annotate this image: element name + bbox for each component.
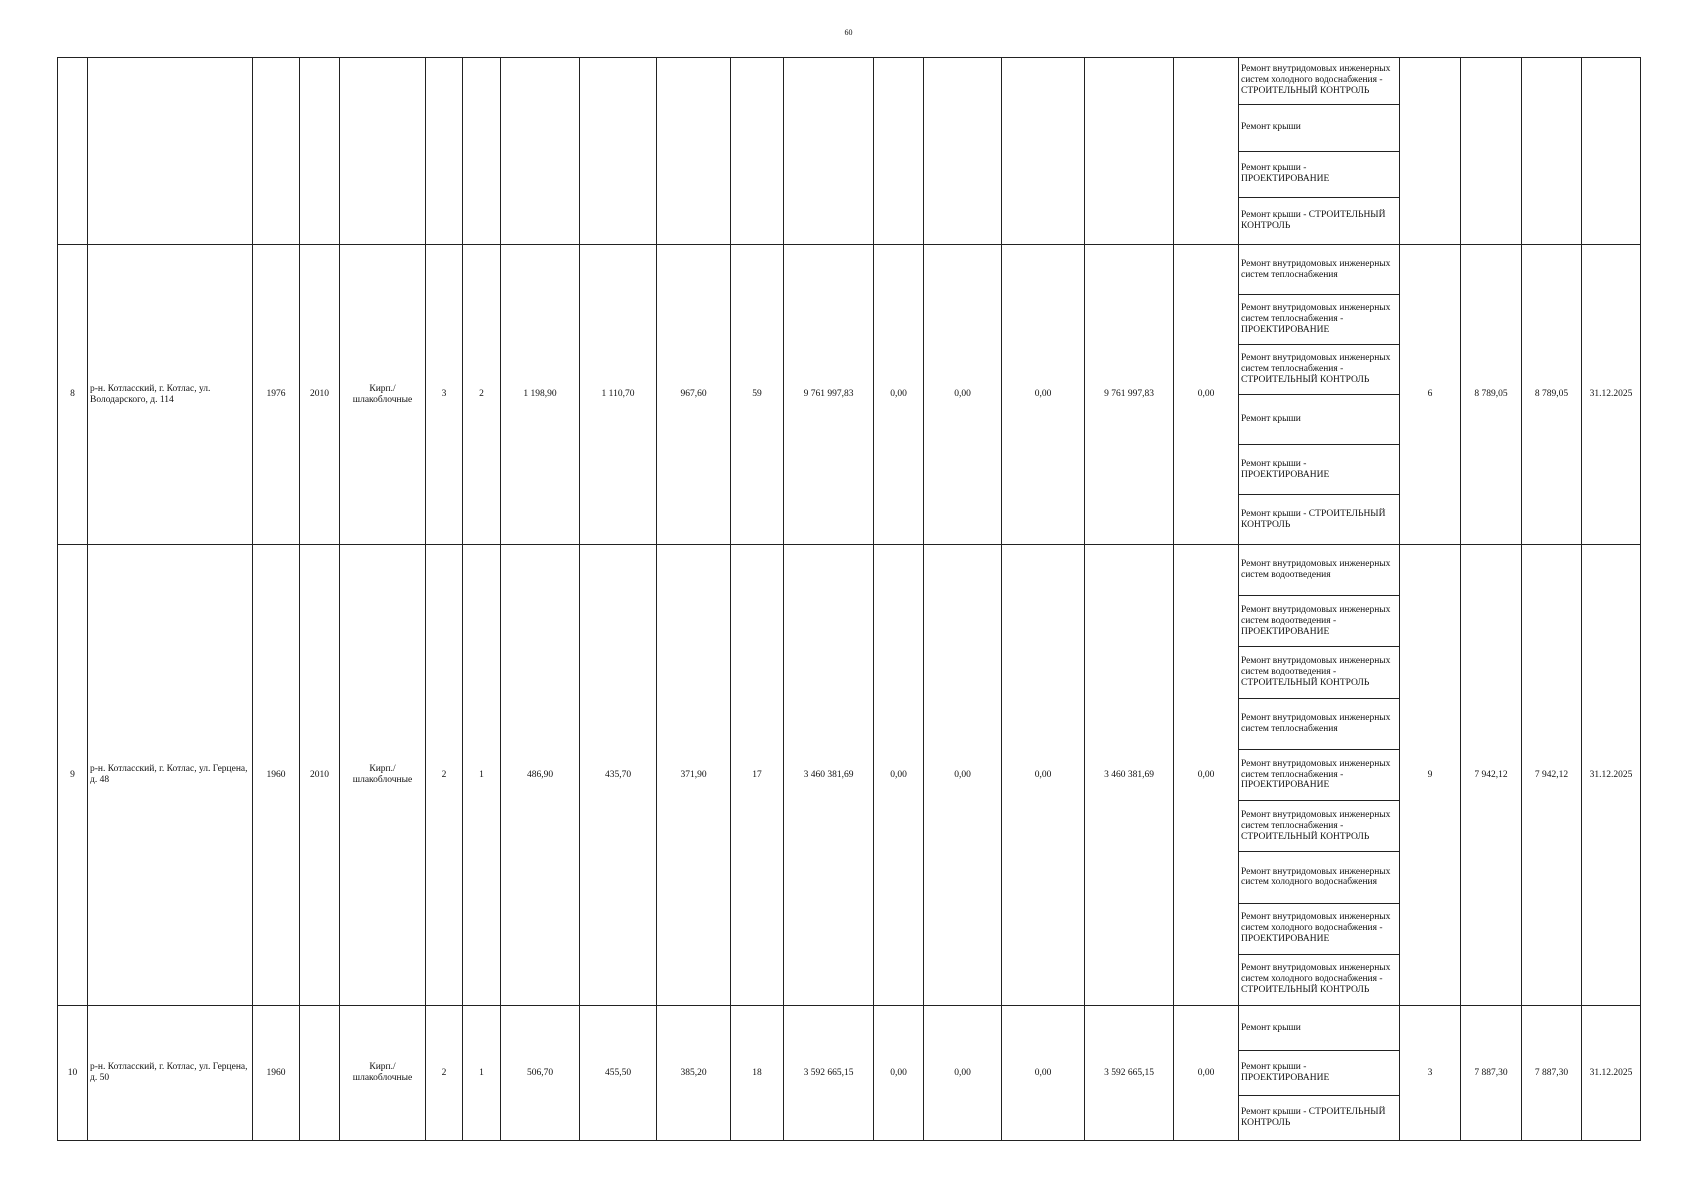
work-item: Ремонт внутридомовых инженерных систем холодного водоснабжения - ПРОЕКТИРОВАНИЕ	[1239, 904, 1399, 955]
year-built-cell: 1976	[253, 245, 300, 545]
year-renovated-cell: 2010	[300, 245, 340, 545]
entrances-cell: 2	[463, 245, 501, 545]
work-item: Ремонт внутридомовых инженерных систем теплоснабжения - ПРОЕКТИРОВАНИЕ	[1239, 750, 1399, 801]
row-number-cell: 8	[58, 245, 88, 545]
owned-area-cell: 385,20	[657, 1006, 731, 1141]
federal-fund-cell: 0,00	[874, 1006, 924, 1141]
owners-fund-cell: 9 761 997,83	[1085, 245, 1174, 545]
work-item: Ремонт крыши - СТРОИТЕЛЬНЫЙ КОНТРОЛЬ	[1241, 1107, 1386, 1128]
floors-cell: 2	[426, 1006, 463, 1141]
address-cell	[88, 58, 253, 245]
entrances-cell	[463, 58, 501, 245]
owned-area-cell: 967,60	[657, 245, 731, 545]
living-area-cell: 435,70	[580, 545, 657, 1006]
owned-area-cell: 371,90	[657, 545, 731, 1006]
work-list	[1239, 545, 1399, 1005]
wall-material-cell: Кирп./ шлакоблочные	[340, 545, 426, 1006]
year-renovated-cell	[300, 58, 340, 245]
regional-fund-cell: 0,00	[924, 245, 1002, 545]
work-item: Ремонт внутридомовых инженерных систем водоотведения - СТРОИТЕЛЬНЫЙ КОНТРОЛЬ	[1239, 647, 1399, 698]
work-count-cell: 3	[1400, 1006, 1461, 1141]
residents-cell: 18	[731, 1006, 784, 1141]
work-item: Ремонт крыши - СТРОИТЕЛЬНЫЙ КОНТРОЛЬ	[1241, 210, 1386, 232]
work-item: Ремонт внутридомовых инженерных систем холодного водоснабжения - СТРОИТЕЛЬНЫЙ КОНТРОЛЬ	[1241, 963, 1391, 996]
year-built-cell: 1960	[253, 545, 300, 1006]
wall-material-cell: Кирп./ шлакоблочные	[340, 245, 426, 545]
limit-cost-cell: 7 942,12	[1522, 545, 1582, 1006]
floors-cell	[426, 58, 463, 245]
local-fund-cell: 0,00	[1002, 245, 1085, 545]
limit-cost-cell	[1522, 58, 1582, 245]
total-cost-cell	[784, 58, 874, 245]
living-area-cell: 1 110,70	[580, 245, 657, 545]
table-row	[58, 58, 1641, 245]
entrances-cell: 1	[463, 545, 501, 1006]
living-area-cell: 455,50	[580, 1006, 657, 1141]
year-built-cell	[253, 58, 300, 245]
address-cell: р-н. Котласский, г. Котлас, ул. Герцена, д. 48	[88, 545, 253, 1006]
total-cost-cell: 3 460 381,69	[784, 545, 874, 1006]
regional-fund-cell: 0,00	[924, 1006, 1002, 1141]
owners-fund-cell	[1085, 58, 1174, 245]
deadline-cell	[1582, 58, 1641, 245]
work-list	[1239, 58, 1399, 244]
owned-area-cell	[657, 58, 731, 245]
deadline-cell: 31.12.2025	[1582, 545, 1641, 1006]
work-item: Ремонт крыши	[1239, 105, 1399, 152]
work-item: Ремонт внутридомовых инженерных систем теплоснабжения - СТРОИТЕЛЬНЫЙ КОНТРОЛЬ	[1239, 345, 1399, 395]
unit-cost-cell: 7 887,30	[1461, 1006, 1522, 1141]
other-fund-cell: 0,00	[1174, 545, 1239, 1006]
row-number-cell: 10	[58, 1006, 88, 1141]
owners-fund-cell: 3 460 381,69	[1085, 545, 1174, 1006]
total-cost-cell: 3 592 665,15	[784, 1006, 874, 1141]
work-item: Ремонт внутридомовых инженерных систем теплоснабжения - СТРОИТЕЛЬНЫЙ КОНТРОЛЬ	[1239, 801, 1399, 852]
living-area-cell	[580, 58, 657, 245]
table-row	[58, 245, 1641, 545]
owners-fund-cell: 3 592 665,15	[1085, 1006, 1174, 1141]
work-item: Ремонт крыши - СТРОИТЕЛЬНЫЙ КОНТРОЛЬ	[1241, 508, 1386, 530]
work-item: Ремонт крыши - ПРОЕКТИРОВАНИЕ	[1239, 1051, 1399, 1096]
works-cell	[1239, 58, 1400, 245]
wall-material-cell	[340, 58, 426, 245]
page-number: 60	[844, 28, 853, 37]
row-number-cell	[58, 58, 88, 245]
limit-cost-cell: 8 789,05	[1522, 245, 1582, 545]
total-area-cell: 506,70	[501, 1006, 580, 1141]
table-row	[58, 545, 1641, 1006]
work-item: Ремонт крыши - ПРОЕКТИРОВАНИЕ	[1239, 152, 1399, 199]
work-item: Ремонт крыши - ПРОЕКТИРОВАНИЕ	[1239, 445, 1399, 495]
other-fund-cell	[1174, 58, 1239, 245]
local-fund-cell	[1002, 58, 1085, 245]
work-count-cell	[1400, 58, 1461, 245]
residents-cell	[731, 58, 784, 245]
deadline-cell: 31.12.2025	[1582, 1006, 1641, 1141]
unit-cost-cell: 7 942,12	[1461, 545, 1522, 1006]
total-area-cell: 1 198,90	[501, 245, 580, 545]
deadline-cell: 31.12.2025	[1582, 245, 1641, 545]
table-row	[58, 1006, 1641, 1141]
works-cell	[1239, 545, 1400, 1006]
federal-fund-cell: 0,00	[874, 545, 924, 1006]
other-fund-cell: 0,00	[1174, 1006, 1239, 1141]
total-area-cell: 486,90	[501, 545, 580, 1006]
address-cell: р-н. Котласский, г. Котлас, ул. Володарского, д. 114	[88, 245, 253, 545]
total-area-cell	[501, 58, 580, 245]
residents-cell: 17	[731, 545, 784, 1006]
year-renovated-cell	[300, 1006, 340, 1141]
entrances-cell: 1	[463, 1006, 501, 1141]
federal-fund-cell	[874, 58, 924, 245]
regional-fund-cell	[924, 58, 1002, 245]
wall-material-cell: Кирп./ шлакоблочные	[340, 1006, 426, 1141]
limit-cost-cell: 7 887,30	[1522, 1006, 1582, 1141]
work-item: Ремонт крыши	[1239, 395, 1399, 445]
other-fund-cell: 0,00	[1174, 245, 1239, 545]
work-count-cell: 9	[1400, 545, 1461, 1006]
work-item: Ремонт внутридомовых инженерных систем холодного водоснабжения	[1239, 852, 1399, 903]
floors-cell: 3	[426, 245, 463, 545]
work-count-cell: 6	[1400, 245, 1461, 545]
works-cell	[1239, 245, 1400, 545]
address-cell: р-н. Котласский, г. Котлас, ул. Герцена, д. 50	[88, 1006, 253, 1141]
row-number-cell: 9	[58, 545, 88, 1006]
unit-cost-cell: 8 789,05	[1461, 245, 1522, 545]
total-cost-cell: 9 761 997,83	[784, 245, 874, 545]
residents-cell: 59	[731, 245, 784, 545]
capital-repair-table	[57, 57, 1641, 1141]
floors-cell: 2	[426, 545, 463, 1006]
work-item: Ремонт крыши	[1239, 1006, 1399, 1051]
work-item: Ремонт внутридомовых инженерных систем теплоснабжения - ПРОЕКТИРОВАНИЕ	[1239, 295, 1399, 345]
work-item: Ремонт внутридомовых инженерных систем водоотведения	[1239, 545, 1399, 596]
work-list	[1239, 245, 1399, 544]
local-fund-cell: 0,00	[1002, 1006, 1085, 1141]
unit-cost-cell	[1461, 58, 1522, 245]
work-list	[1239, 1006, 1399, 1140]
year-built-cell: 1960	[253, 1006, 300, 1141]
work-item: Ремонт внутридомовых инженерных систем теплоснабжения	[1239, 245, 1399, 295]
work-item: Ремонт внутридомовых инженерных систем холодного водоснабжения - СТРОИТЕЛЬНЫЙ КОНТРОЛЬ	[1239, 58, 1399, 105]
work-item: Ремонт внутридомовых инженерных систем водоотведения - ПРОЕКТИРОВАНИЕ	[1239, 596, 1399, 647]
regional-fund-cell: 0,00	[924, 545, 1002, 1006]
works-cell	[1239, 1006, 1400, 1141]
local-fund-cell: 0,00	[1002, 545, 1085, 1006]
year-renovated-cell: 2010	[300, 545, 340, 1006]
federal-fund-cell: 0,00	[874, 245, 924, 545]
work-item: Ремонт внутридомовых инженерных систем теплоснабжения	[1239, 699, 1399, 750]
